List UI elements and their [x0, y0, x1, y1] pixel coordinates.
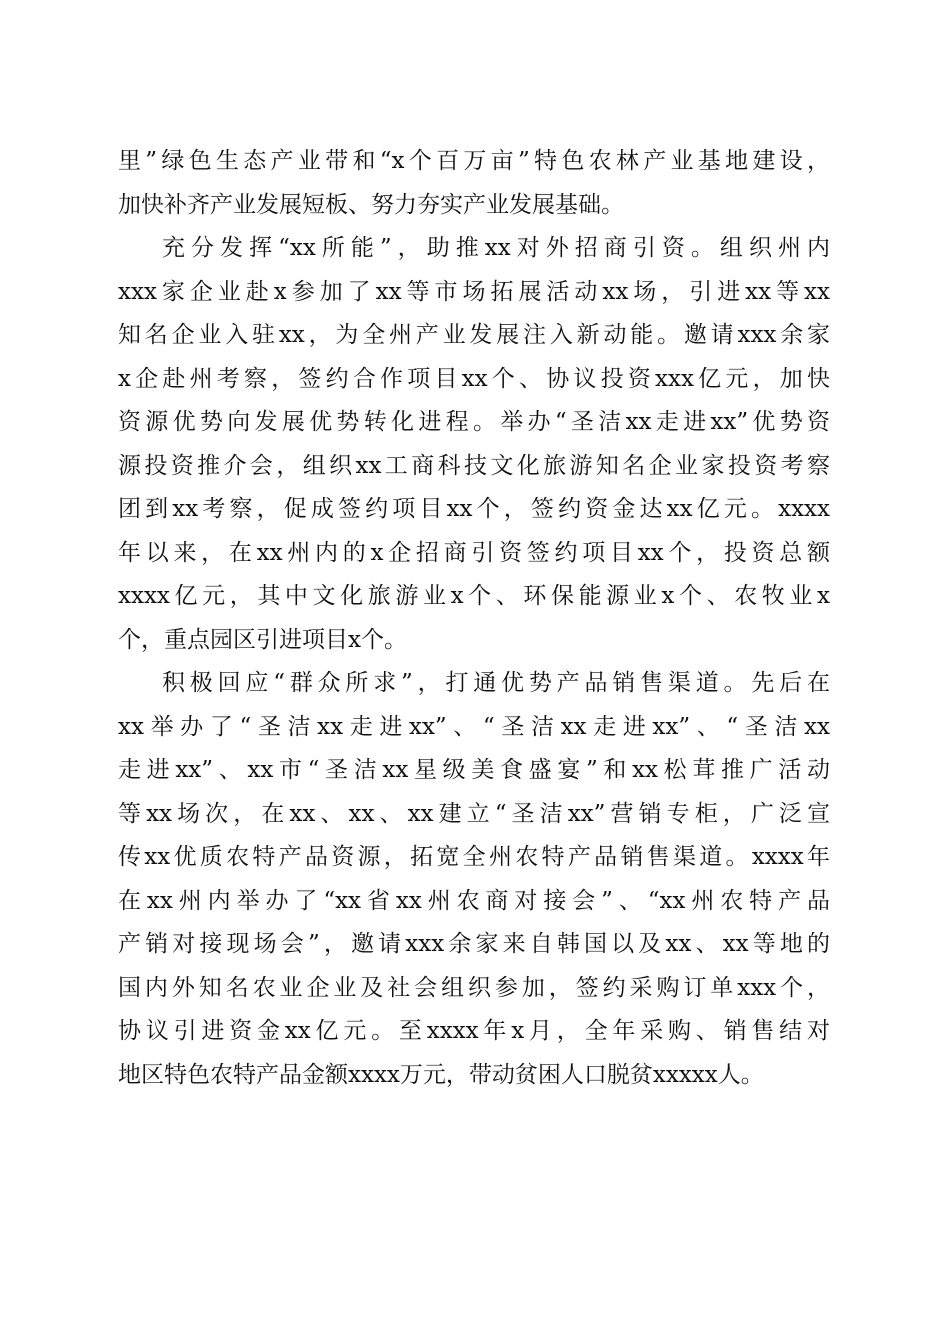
text-line: 等xx场次，在xx、xx、xx建立“圣洁xx”营销专柜，广泛宣 [118, 800, 830, 827]
text-line: 走进xx”、xx市“圣洁xx星级美食盛宴”和xx松茸推广活动 [118, 757, 830, 783]
text-line: 产销对接现场会”，邀请xxx余家来自韩国以及xx、xx等地的 [118, 931, 830, 957]
text-line: xx举办了“圣洁xx走进xx”、“圣洁xx走进xx”、“圣洁xx [118, 713, 830, 740]
text-line: xxxx亿元，其中文化旅游业x个、环保能源业x个、农牧业x [118, 583, 830, 609]
body-text [118, 140, 830, 1097]
text-line: x企赴州考察，签约合作项目xx个、协议投资xxx亿元，加快 [118, 365, 830, 392]
text-line: 个，重点园区引进项目x个。 [118, 626, 407, 653]
text-line: 源投资推介会，组织xx工商科技文化旅游知名企业家投资考察 [118, 452, 830, 479]
text-line: xxx家企业赴x参加了xx等市场拓展活动xx场，引进xx等xx [118, 278, 830, 305]
text-line: 加快补齐产业发展短板、努力夯实产业发展基础。 [118, 191, 624, 218]
text-line: 地区特色农特产品金额xxxx万元，带动贫困人口脱贫xxxxx人。 [118, 1061, 764, 1088]
text-line: 传xx优质农特产品资源，拓宽全州农特产品销售渠道。xxxx年 [118, 844, 830, 870]
paragraph-1 [118, 140, 830, 227]
text-line: 在xx州内举办了“xx省xx州农商对接会”、“xx州农特产品 [118, 887, 830, 914]
text-line: 国内外知名农业企业及社会组织参加，签约采购订单xxx个， [118, 974, 830, 1001]
paragraph-2 [118, 227, 830, 662]
paragraph-3 [118, 662, 830, 1097]
text-line: 年以来，在xx州内的x企招商引资签约项目xx个，投资总额 [118, 539, 830, 566]
text-line: 协议引进资金xx亿元。至xxxx年x月，全年采购、销售结对 [118, 1018, 830, 1044]
text-line: 里”绿色生态产业带和“x个百万亩”特色农林产业基地建设， [118, 148, 830, 174]
text-line: 资源优势向发展优势转化进程。举办“圣洁xx走进xx”优势资 [118, 409, 830, 435]
text-line: 知名企业入驻xx，为全州产业发展注入新动能。邀请xxx余家 [118, 322, 830, 348]
text-line: 积极回应“群众所求”，打通优势产品销售渠道。先后在 [162, 670, 830, 696]
text-line: 充分发挥“xx所能”，助推xx对外招商引资。组织州内 [162, 235, 830, 261]
text-line: 团到xx考察，促成签约项目xx个，签约资金达xx亿元。xxxx [118, 496, 830, 522]
